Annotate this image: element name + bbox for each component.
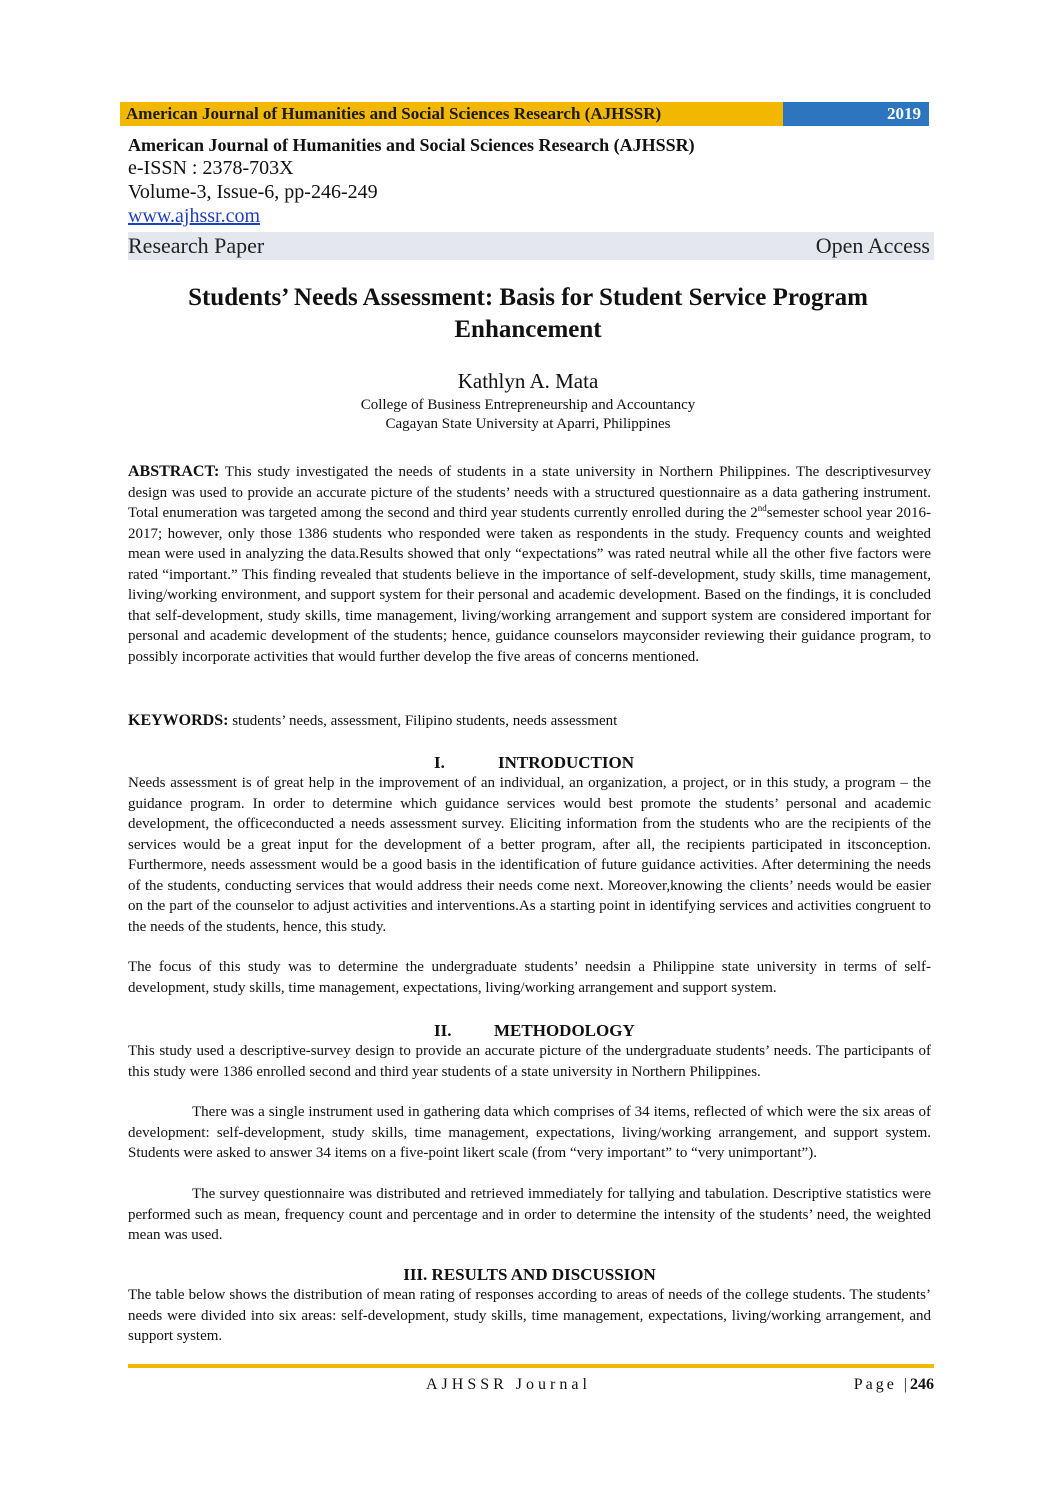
header-year: 2019	[783, 102, 929, 126]
abstract	[128, 462, 931, 667]
paper-title	[128, 282, 928, 346]
header-journal-name: American Journal of Humanities and Social Sciences Research (AJHSSR)	[120, 102, 783, 126]
footer-rule	[128, 1364, 934, 1368]
page-footer	[128, 1376, 934, 1398]
abstract-text-b: semester school year 2016-2017; however, only those 1386 students who responded were taken as respondents in the study. Frequency counts and weighted mean were used in analyzing the data.Results showed that only “expectations” was rated neutral while all the other five factors were rated “important.” This finding revealed that students believe in the importance of self-development, study skills, time management, living/working environment, and support system for their personal and academic development. Based on the findings, it is concluded that self-development, study skills, time management, living/working arrangement and support system are considered important for personal and academic development of the students; hence, guidance counselors mayconsider reviewing their guidance program, to possibly incorporate activities that would further develop the five areas of concerns mentioned.	[128, 505, 932, 665]
methodology-paragraph-3: The survey questionnaire was distributed and retrieved immediately for tallying and tabulation. Descriptive statistics were performed such as mean, frequency count and percentage and in order to determine the intensity of the students’ need, the weighted mean was used.	[128, 1186, 931, 1243]
eissn: e-ISSN : 2378-703X	[128, 157, 294, 179]
keywords	[128, 711, 931, 732]
abstract-superscript: nd	[757, 503, 767, 513]
author-name: Kathlyn A. Mata	[457, 369, 599, 393]
paper-type: Research Paper	[128, 233, 265, 258]
keywords-label: KEYWORDS:	[128, 712, 229, 729]
journal-header-band	[120, 102, 929, 126]
introduction-paragraph-2: The focus of this study was to determine the undergraduate students’ needsin a Philippine state university in terms of self-development, study skills, time management, expectations, living/working arrangement and support system.	[128, 959, 931, 996]
section-heading-results: III. RESULTS AND DISCUSSION	[403, 1265, 656, 1284]
journal-name: American Journal of Humanities and Social Sciences Research (AJHSSR)	[128, 135, 695, 155]
keywords-text: students’ needs, assessment, Filipino students, needs assessment	[228, 713, 618, 729]
section-title: INTRODUCTION	[498, 753, 635, 772]
paper-type-bar	[128, 232, 934, 260]
section-number: I.	[434, 753, 445, 772]
abstract-label: ABSTRACT:	[128, 463, 220, 480]
title-line-2: Enhancement	[454, 316, 602, 343]
results-paragraph-1: The table below shows the distribution of mean rating of responses according to areas of needs of the college students. The students’ needs were divided into six areas: self-development, study skills, time management, expectations, living/working arrangement, and support system.	[128, 1287, 931, 1344]
affiliation-university: Cagayan State University at Aparri, Philippines	[385, 416, 671, 432]
footer-page-label: Page |	[853, 1376, 910, 1393]
title-line-1: Students’ Needs Assessment: Basis for Student Service Program	[188, 284, 868, 311]
section-number: II.	[434, 1021, 452, 1040]
footer-journal: AJHSSR Journal	[426, 1376, 591, 1393]
introduction-paragraph-1: Needs assessment is of great help in the improvement of an individual, an organization, a project, or in this study, a program – the guidance program. In order to determine which guidance services would best promote the students’ personal and academic development, the officeconducted a needs assessment survey. Eliciting information from the students who are the recipients of the services would be a great input for the development of a better program, after all, the recipients participated in itsconception. Furthermore, needs assessment would be a good basis in the identification of future guidance activities. After determining the needs of the students, conducting services that would address their needs come next. Moreover,knowing the clients’ needs would be easier on the part of the counselor to adjust activities and interventions.As a starting point in identifying services and activities congruent to the needs of the students, hence, this study.	[128, 775, 931, 935]
journal-website-link[interactable]: www.ajhssr.com	[128, 205, 261, 227]
footer-page	[854, 1376, 934, 1394]
access-type: Open Access	[815, 233, 930, 258]
volume-issue: Volume-3, Issue-6, pp-246-249	[128, 181, 378, 203]
methodology-paragraph-2: There was a single instrument used in gathering data which comprises of 34 items, reflected of which were the six areas of development: self-development, study skills, time management, expectations, living/working arrangement, and support system. Students were asked to answer 34 items on a five-point likert scale (from “very important” to “very unimportant”).	[128, 1104, 931, 1161]
footer-page-number: 246	[910, 1376, 934, 1393]
abstract-text-a: This study investigated the needs of students in a state university in Northern Philippines. The descriptivesurvey design was used to provide an accurate picture of the students’ needs with a structured questionnaire as a data gathering instrument. Total enumeration was targeted among the second and third year students currently enrolled during the 2	[128, 464, 931, 521]
methodology-paragraph-1: This study used a descriptive-survey design to provide an accurate picture of the undergraduate students’ needs. The participants of this study were 1386 enrolled second and third year students of a state university in Northern Philippines.	[128, 1043, 931, 1080]
journal-info	[128, 134, 928, 228]
section-title: METHODOLOGY	[494, 1021, 635, 1040]
affiliation-college: College of Business Entrepreneurship and Accountancy	[360, 397, 696, 413]
